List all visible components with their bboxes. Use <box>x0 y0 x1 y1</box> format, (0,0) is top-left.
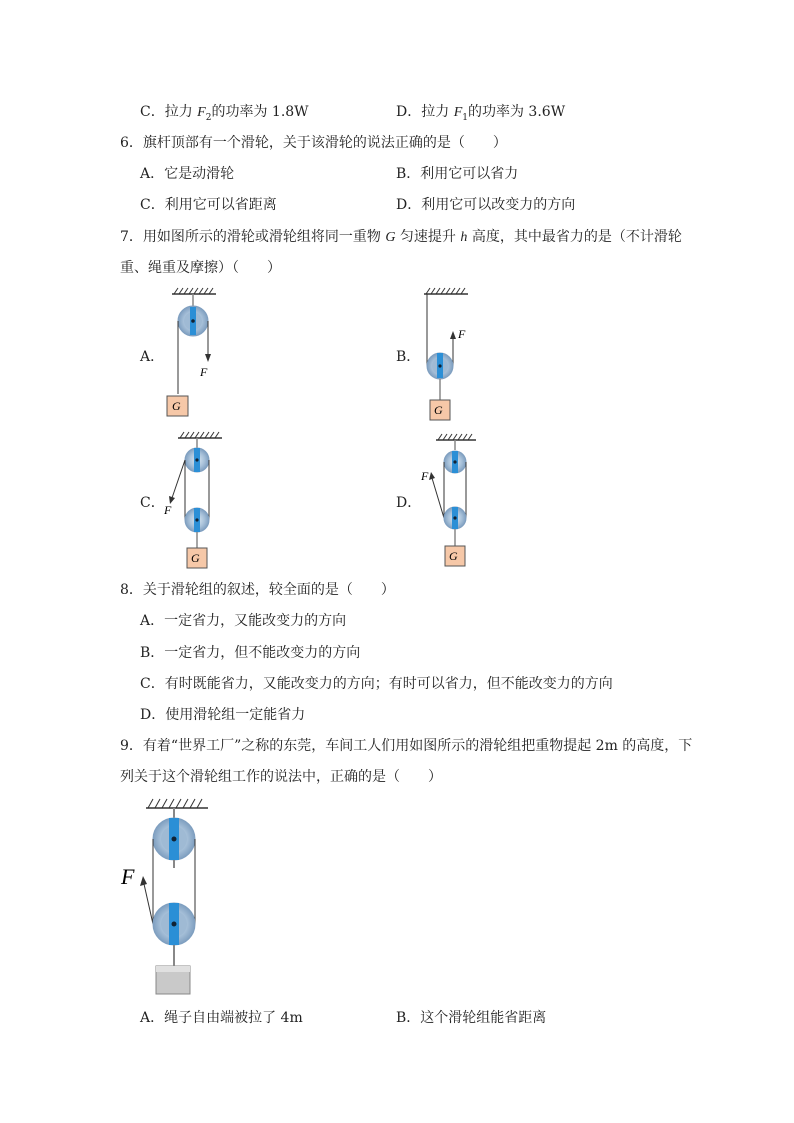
q7-a-force-label: F <box>200 365 208 379</box>
q7-diagram-b <box>418 286 488 421</box>
q7-stem-line2: 重、绳重及摩擦）（ ） <box>120 260 281 276</box>
q7-label-c: C． <box>140 495 165 511</box>
svg-text:F: F <box>458 327 466 341</box>
q7-diagram-a <box>160 286 230 421</box>
svg-text:G: G <box>191 551 200 565</box>
q9-stem-line1: 9．有着“世界工厂”之称的东莞，车间工人们用如图所示的滑轮组把重物提起 2m 的高度，下 <box>120 738 693 754</box>
q9-stem-line2: 列关于这个滑轮组工作的说法中，正确的是（ ） <box>120 769 442 785</box>
q7-label-b: B． <box>396 349 421 365</box>
q5-option-d: D．拉力 $F_1$的功率为 3.6W <box>396 104 566 123</box>
q8-option-b: B．一定省力，但不能改变力的方向 <box>140 645 361 661</box>
svg-text:G: G <box>449 549 458 563</box>
q6-option-d: D．利用它可以改变力的方向 <box>396 197 576 213</box>
q9-diagram <box>118 794 218 999</box>
q7-label-d: D． <box>396 495 422 511</box>
q6-option-a: A．它是动滑轮 <box>140 166 235 182</box>
q6-option-b: B．利用它可以省力 <box>396 166 519 182</box>
q7-diagram-c <box>160 430 230 570</box>
svg-text:F: F <box>421 469 429 483</box>
q6-stem: 6．旗杆顶部有一个滑轮，关于该滑轮的说法正确的是（ ） <box>120 135 507 151</box>
q9-option-b: B．这个滑轮组能省距离 <box>396 1010 547 1026</box>
q9-force-label: F <box>121 864 135 889</box>
svg-text:G: G <box>172 399 181 413</box>
q5-option-c: C．拉力 $F_2$的功率为 1.8W <box>140 104 309 123</box>
q8-option-a: A．一定省力，又能改变力的方向 <box>140 613 347 629</box>
svg-text:G: G <box>434 403 443 417</box>
q7-label-a: A． <box>140 349 165 365</box>
q7-diagram-d <box>418 432 488 570</box>
svg-text:F: F <box>164 503 172 517</box>
q8-option-d: D．使用滑轮组一定能省力 <box>140 707 306 723</box>
q6-option-c: C．利用它可以省距离 <box>140 197 277 213</box>
q7-stem-line1: 7．用如图所示的滑轮或滑轮组将同一重物 G 匀速提升 h 高度，其中最省力的是（不计滑轮 <box>120 229 682 245</box>
q8-option-c: C．有时既能省力，又能改变力的方向；有时可以省力，但不能改变力的方向 <box>140 676 613 692</box>
q9-option-a: A．绳子自由端被拉了 4m <box>140 1010 303 1026</box>
q8-stem: 8．关于滑轮组的叙述，较全面的是（ ） <box>120 582 395 598</box>
